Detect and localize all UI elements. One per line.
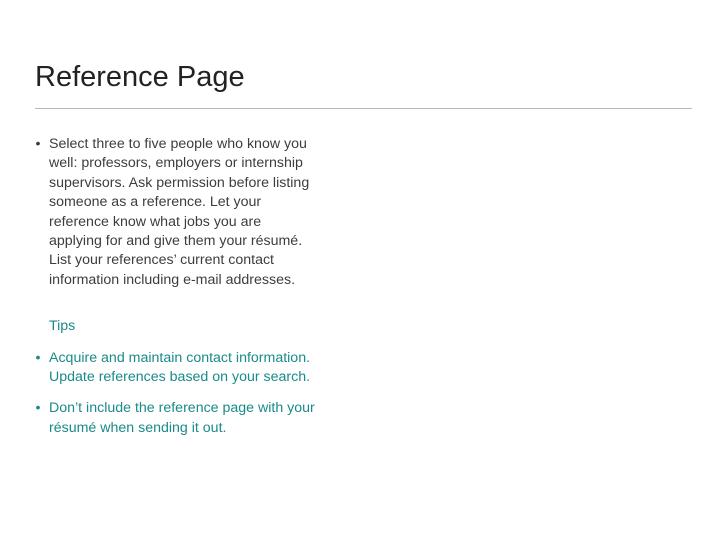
- slide-content: [32, 135, 317, 438]
- bullet-marker: •: [35, 136, 41, 152]
- title-divider: [35, 108, 692, 109]
- tip-text: Don’t include the reference page with your résumé when sending it out.: [49, 400, 315, 436]
- bullet-text: Select three to five people who know you well: professors, employers or internship supervisors. Ask permission before listing someone as a reference. Let your reference know what jobs you are applying for and give them your résumé. List your references’ current contact information including e-mail addresses.: [49, 136, 310, 288]
- list-item-tip-resume: [32, 399, 317, 438]
- list-item-tip-contact: [32, 349, 317, 388]
- tip-text: Acquire and maintain contact information. Update references based on your search.: [49, 349, 311, 386]
- page-title: Reference Page: [35, 61, 245, 93]
- bullet-marker: •: [35, 349, 41, 366]
- bullet-marker: •: [35, 400, 41, 417]
- list-item-reference-advice: [32, 135, 317, 290]
- tips-heading: Tips: [49, 318, 76, 335]
